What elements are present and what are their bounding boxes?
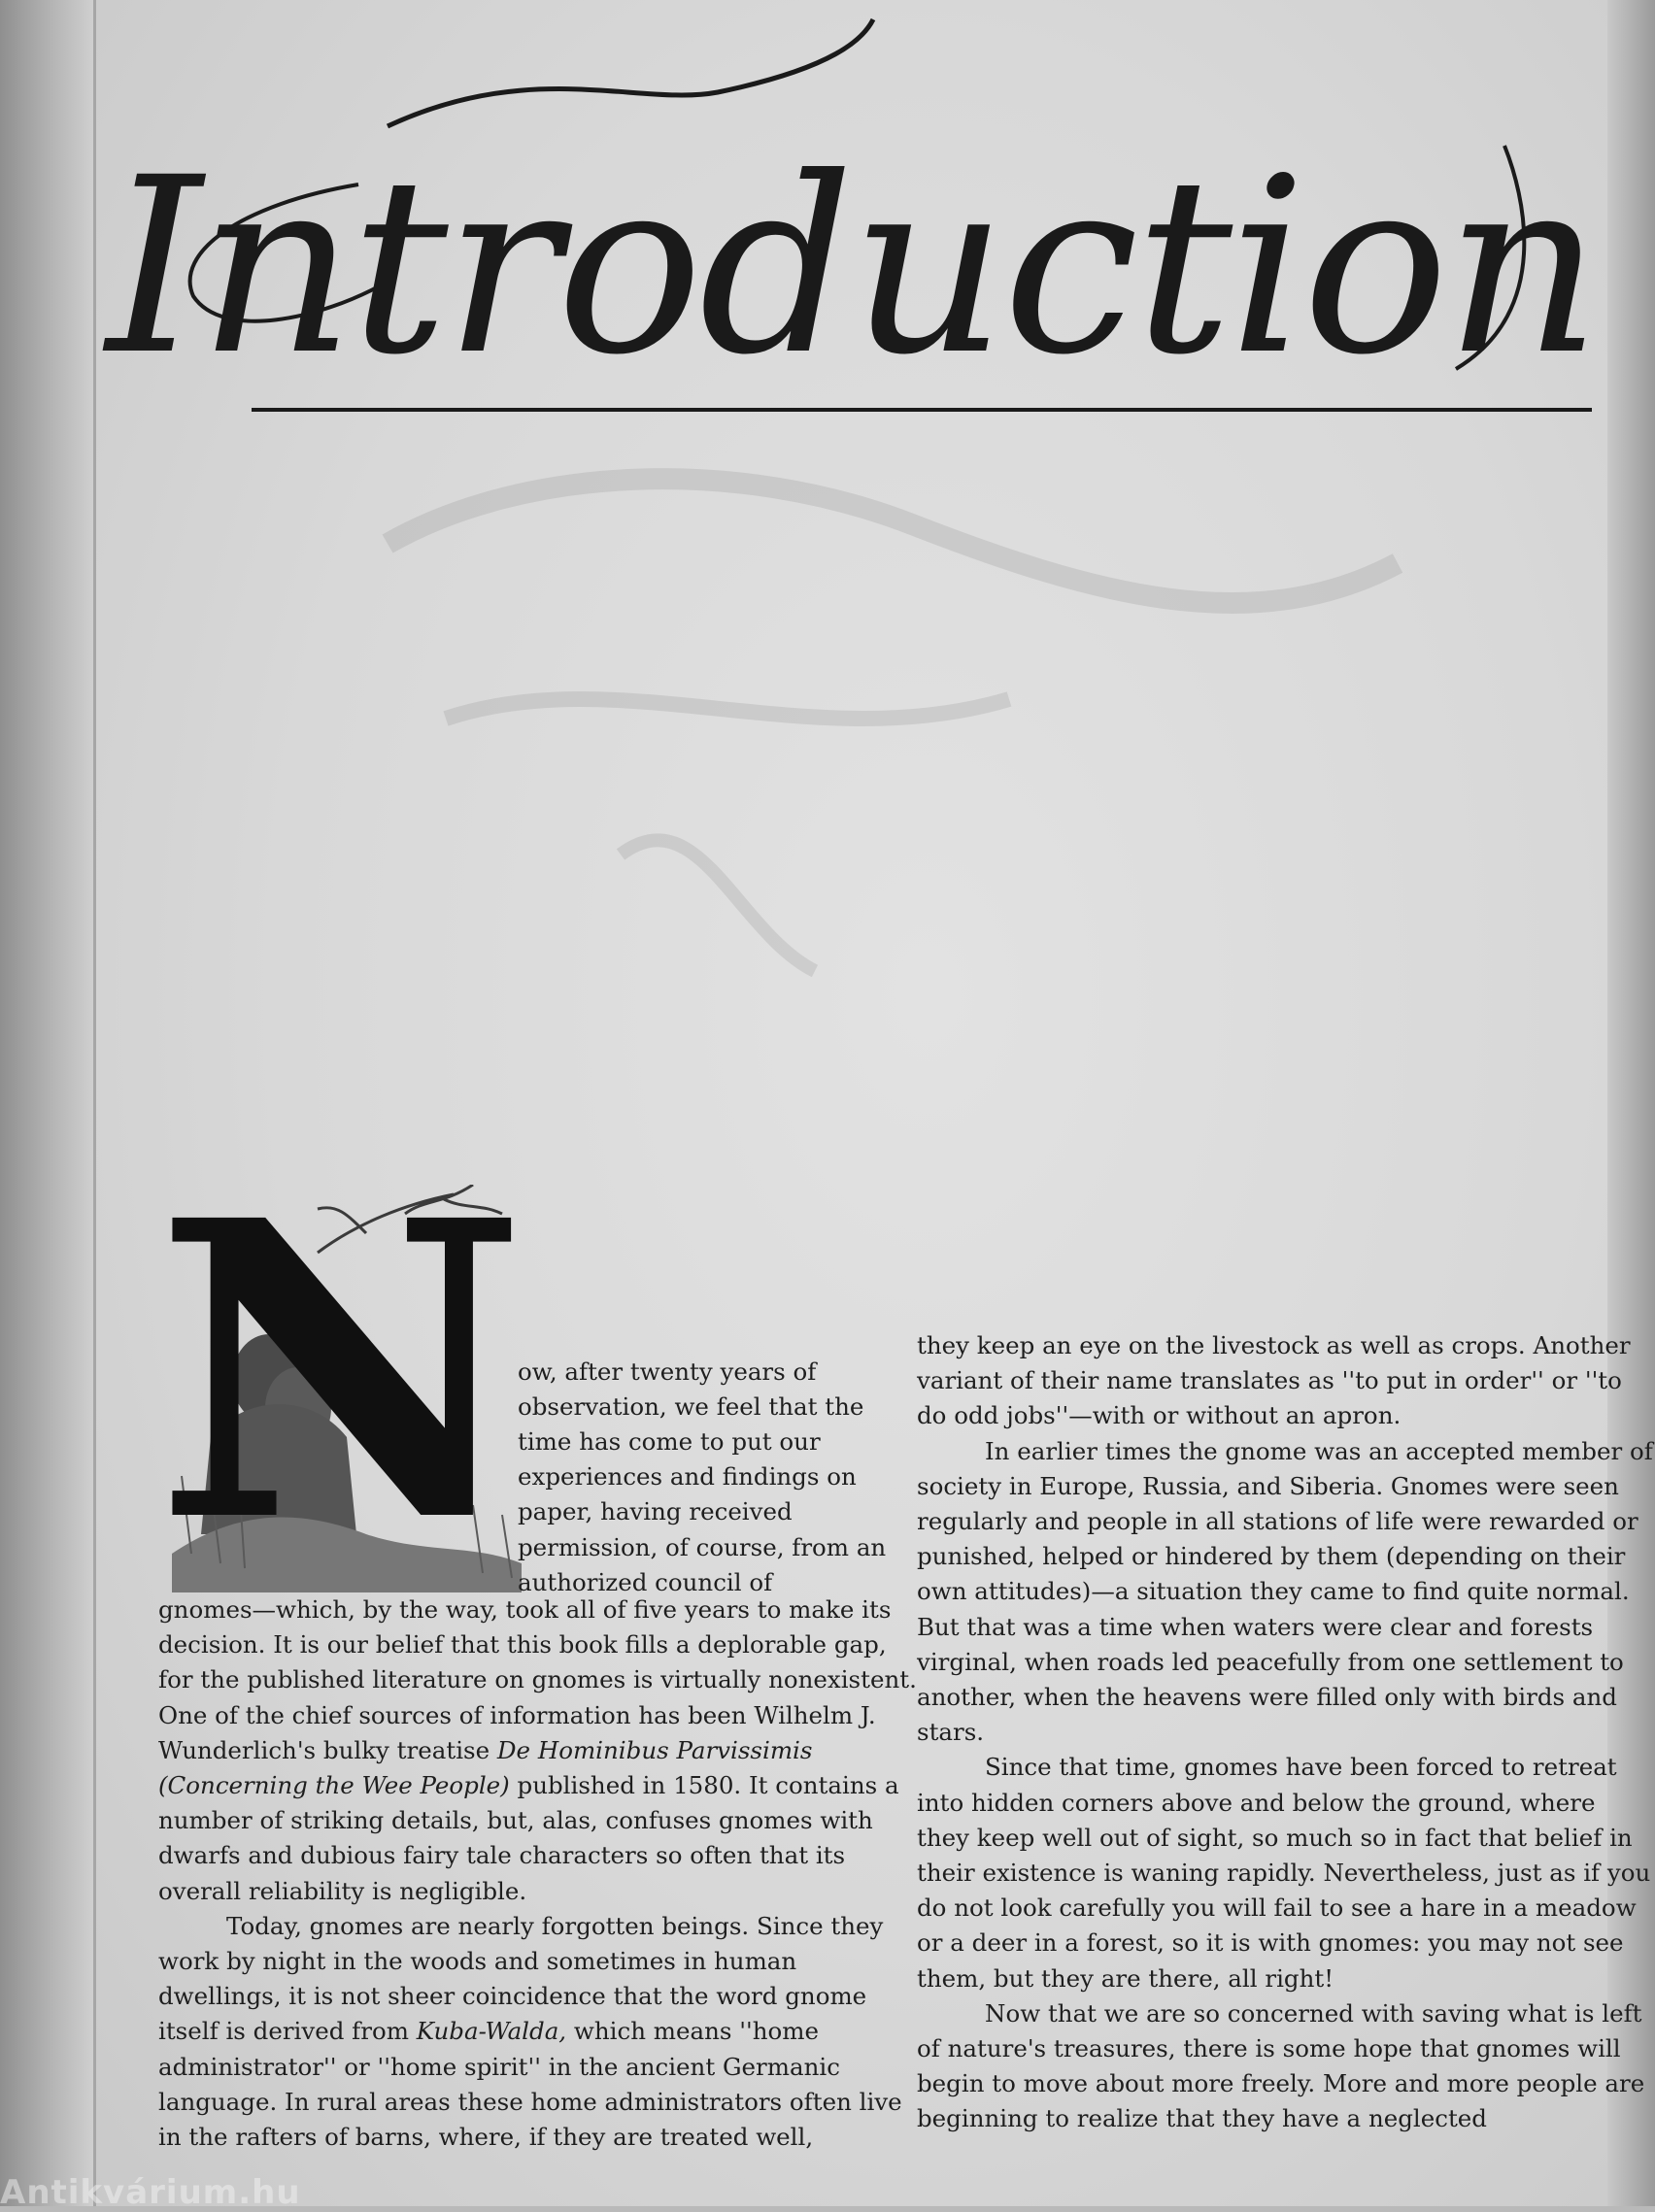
watermark: Antikvárium.hu bbox=[0, 2173, 301, 2212]
treatise-title: De Hominibus Parvissimis (Concerning the Wee People) bbox=[158, 1735, 813, 1800]
right-paragraph-3: Since that time, gnomes have been forced to retreat into hidden corners above and below the ground, where they keep well out of sight, so much so in fact that belief in their existence is waning rapidly. Nevertheless, just as if you do not look carefully you will fail to see a hare in a meadow or a deer in a forest, so it is with gnomes: you may not see them, but they are there, all right! bbox=[917, 1753, 1651, 1993]
kuba-walda-term: Kuba-Walda, bbox=[416, 2017, 567, 2046]
drop-cap-letter: N bbox=[154, 1194, 527, 1544]
left-p1-end: published in 1580. It contains a number of striking details, but, alas, confuses gnomes with dwarfs and dubious fairy tale characters so often that its overall reliability is negligible. bbox=[158, 1771, 899, 1905]
book-gutter-left bbox=[0, 0, 93, 2206]
left-p2-start: Today, gnomes are nearly forgotten beings. Since they work by night in the woods and sometimes in human dwellings, it is not sheer coincidence that the word gnome itself is derived from bbox=[158, 1911, 884, 2046]
left-p1-text: gnomes—which, by the way, took all of five years to make its decision. It is our belief that this book fills a deplorable gap, for the published literature on gnomes is virtually nonexistent. One of the chief sources of information has been Wilhelm J. Wunderlich's bulky treatise bbox=[158, 1595, 917, 1764]
page-title: Introduction bbox=[106, 125, 1598, 408]
opening-lines bbox=[518, 1330, 887, 1624]
left-column bbox=[158, 1592, 926, 2155]
drop-cap-n bbox=[154, 1194, 562, 1544]
book-page bbox=[93, 0, 1653, 2206]
right-column bbox=[917, 1328, 1655, 2137]
left-paragraph-2 bbox=[158, 1909, 926, 2155]
right-paragraph-1: they keep an eye on the livestock as well as crops. Another variant of their name translates as ''to put in order'' or ''to do odd jobs''—with or without an apron. bbox=[917, 1331, 1631, 1430]
right-paragraph-2: In earlier times the gnome was an accepted member of society in Europe, Russia, and Siberia. Gnomes were seen regularly and people in all stations of life were rewarded or punished, helped or hindered by them (depending on their own attitudes)—a situation they came to find quite normal. But that was a time when waters were clear and forests virginal, when roads led peacefully from one settlement to another, when the heavens were filled only with birds and stars. bbox=[917, 1436, 1653, 1747]
left-paragraph-1 bbox=[158, 1592, 926, 1909]
right-paragraph-4: Now that we are so concerned with saving what is left of nature's treasures, there is some hope that gnomes will begin to move about more freely. More and more people are beginning to realize that they have a neglected bbox=[917, 1998, 1645, 2133]
opening-text: ow, after twenty years of observation, we feel that the time has come to put our experiences and findings on paper, having received permission, of course, from an authorized council of bbox=[518, 1357, 887, 1596]
left-p2-end: which means ''home administrator'' or ''home spirit'' in the ancient Germanic language. In rural areas these home administrators often live in the rafters of barns, where, if they are treated well, bbox=[158, 2017, 902, 2152]
title-underline bbox=[252, 408, 1592, 412]
show-through-shadow bbox=[329, 350, 1495, 1223]
